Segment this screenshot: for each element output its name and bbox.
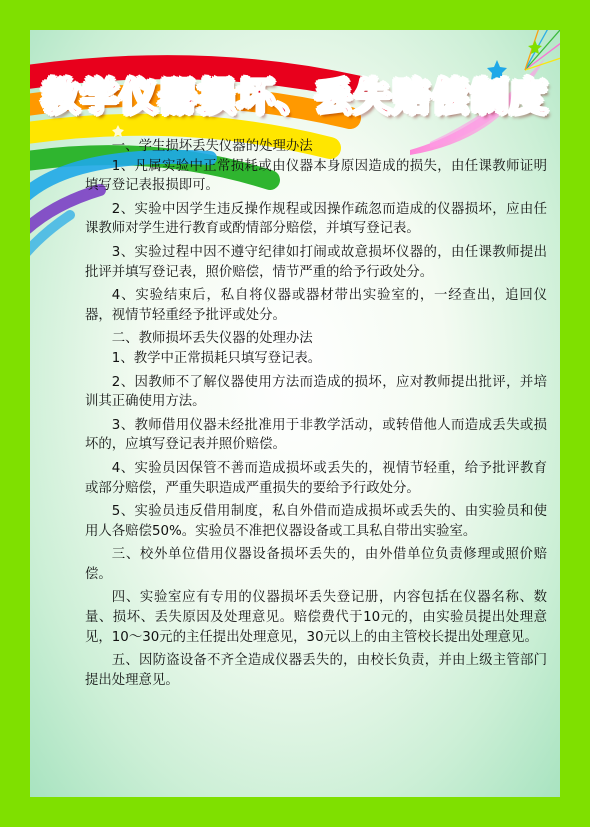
paragraph: 5、实验员违反借用制度，私自外借而造成损坏或丢失的、由实验员和使用人各赔偿50%。实验员不准把仪器设备或工具私自带出实验室。 xyxy=(85,504,547,539)
paragraph: 3、实验过程中因不遵守纪律如打闹或故意损坏仪器的，由任课教师提出批评并填写登记表，照价赔偿，情节严重的给予行政处分。 xyxy=(85,244,547,280)
paragraph: 五、因防盗设备不齐全造成仪器丢失的，由校长负责，并由上级主管部门提出处理意见。 xyxy=(85,653,547,688)
paragraph: 3、教师借用仪器未经批准用于非教学活动，或转借他人而造成丢失或损坏的，应填写登记表并照价赔偿。 xyxy=(85,417,547,453)
section-heading: 一、学生损坏丢失仪器的处理办法 xyxy=(111,139,313,154)
paragraph: 2、实验中因学生违反操作规程或因操作疏忽而造成的仪器损坏，应由任课教师对学生进行教育或酌情部分赔偿，并填写登记表。 xyxy=(85,201,547,237)
paragraph: 4、实验员因保管不善而造成损坏或丢失的，视情节轻重，给予批评教育或部分赔偿，严重失职造成严重损失的要给予行政处分。 xyxy=(85,460,547,496)
paragraph: 四、实验室应有专用的仪器损坏丢失登记册，内容包括在仪器名称、数量、损坏、丢失原因及处理意见。赔偿费代于10元的，由实验员提出处理意见，10～30元的主任提出处理意见，30元以上的由主管校长提出处理意见。 xyxy=(85,590,547,645)
paragraph: 4、实验结束后，私自将仪器或器材带出实验室的，一经查出，追回仪器，视情节轻重经予批评或处分。 xyxy=(85,288,547,323)
page-title: 教学仪器损坏、丢失赔偿制度 xyxy=(41,75,549,119)
regulation-body xyxy=(85,137,547,694)
section-heading: 二、教师损坏丢失仪器的处理办法 xyxy=(111,331,313,347)
paragraph: 1、凡属实验中正常损耗或由仪器本身原因造成的损失，由任课教师证明填写登记表报损即可。 xyxy=(85,158,547,194)
paragraph: 三、校外单位借用仪器设备损坏丢失的，由外借单位负责修理或照价赔偿。 xyxy=(85,547,547,582)
paragraph: 2、因教师不了解仪器使用方法而造成的损坏，应对教师提出批评，并培训其正确使用方法。 xyxy=(85,374,547,410)
paragraph: 1、教学中正常损耗只填写登记表。 xyxy=(111,350,322,366)
poster-panel xyxy=(30,30,560,797)
light-rays xyxy=(525,30,560,70)
